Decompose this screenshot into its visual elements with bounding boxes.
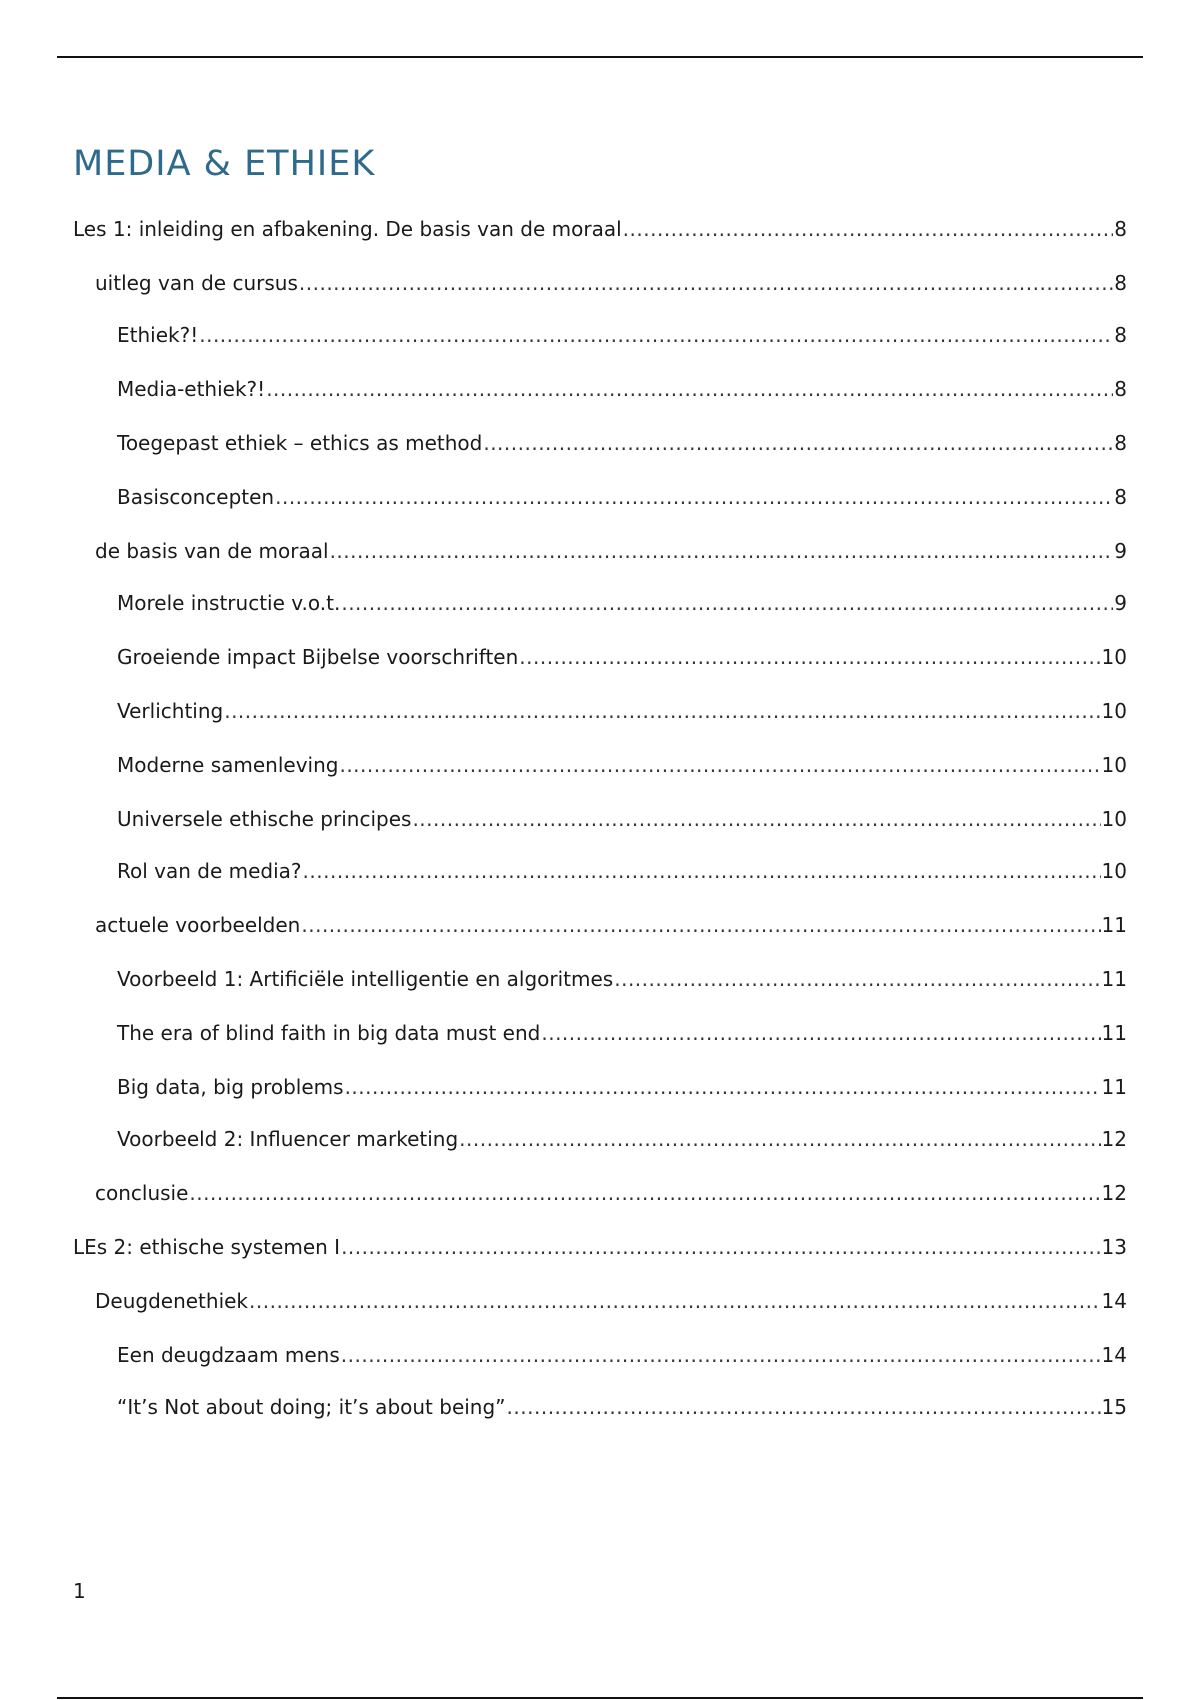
toc-dot-leader	[303, 858, 1101, 884]
toc-entry-page: 8	[1114, 323, 1127, 347]
toc-entry-label: LEs 2: ethische systemen I	[73, 1235, 341, 1259]
toc-entry-page: 12	[1101, 1127, 1127, 1151]
toc-entry[interactable]	[73, 1394, 1127, 1420]
toc-entry-page: 8	[1114, 431, 1127, 455]
toc-dot-leader	[519, 644, 1100, 670]
toc-entry-label: Media-ethiek?!	[117, 377, 266, 401]
toc-dot-leader	[614, 966, 1100, 992]
toc-entry-page: 12	[1101, 1181, 1127, 1205]
toc-dot-leader	[299, 270, 1113, 296]
toc-dot-leader	[249, 1288, 1101, 1314]
toc-entry-page: 14	[1101, 1289, 1127, 1313]
toc-entry[interactable]	[73, 484, 1127, 510]
toc-entry-label: actuele voorbeelden	[95, 913, 301, 937]
toc-entry[interactable]	[73, 538, 1127, 564]
toc-entry[interactable]	[73, 430, 1127, 456]
toc-entry-page: 10	[1101, 753, 1127, 777]
toc-entry-label: Groeiende impact Bijbelse voorschriften	[117, 645, 519, 669]
toc-dot-leader	[345, 1074, 1101, 1100]
toc-entry-page: 11	[1101, 1021, 1127, 1045]
toc-dot-leader	[623, 216, 1114, 242]
toc-entry[interactable]	[73, 322, 1127, 348]
toc-entry-page: 10	[1101, 699, 1127, 723]
toc-entry[interactable]	[73, 1126, 1127, 1152]
toc-entry[interactable]	[73, 590, 1127, 616]
toc-entry-page: 10	[1101, 807, 1127, 831]
toc-entry[interactable]	[73, 698, 1127, 724]
toc-entry-label: Les 1: inleiding en afbakening. De basis van de moraal	[73, 217, 622, 241]
toc-entry[interactable]	[73, 644, 1127, 670]
toc-entry[interactable]	[73, 1342, 1127, 1368]
toc-entry-label: Verlichting	[117, 699, 224, 723]
toc-entry-label: Morele instructie v.o.t.	[117, 591, 341, 615]
toc-entry-page: 9	[1114, 591, 1127, 615]
toc-entry[interactable]	[73, 376, 1127, 402]
toc-dot-leader	[266, 376, 1113, 402]
toc-dot-leader	[301, 912, 1100, 938]
toc-entry[interactable]	[73, 216, 1127, 242]
toc-entry[interactable]	[73, 270, 1127, 296]
toc-entry-label: Ethiek?!	[117, 323, 199, 347]
toc-entry-page: 13	[1101, 1235, 1127, 1259]
toc-entry[interactable]	[73, 1234, 1127, 1260]
toc-entry-label: de basis van de moraal	[95, 539, 329, 563]
document-title: MEDIA & ETHIEK	[73, 144, 376, 184]
toc-dot-leader	[507, 1394, 1101, 1420]
toc-dot-leader	[339, 752, 1100, 778]
toc-entry-label: Rol van de media?	[117, 859, 302, 883]
toc-dot-leader	[541, 1020, 1100, 1046]
toc-entry-label: Universele ethische principes	[117, 807, 412, 831]
toc-entry-page: 8	[1114, 485, 1127, 509]
toc-dot-leader	[189, 1180, 1100, 1206]
toc-entry[interactable]	[73, 1074, 1127, 1100]
toc-entry[interactable]	[73, 912, 1127, 938]
toc-entry[interactable]	[73, 1180, 1127, 1206]
toc-entry-page: 9	[1114, 539, 1127, 563]
toc-dot-leader	[330, 538, 1114, 564]
toc-dot-leader	[341, 1342, 1101, 1368]
toc-entry-label: Voorbeeld 1: Artificiële intelligentie en algoritmes	[117, 967, 614, 991]
toc-entry-label: Voorbeeld 2: Influencer marketing	[117, 1127, 459, 1151]
toc-entry-page: 11	[1101, 913, 1127, 937]
footer-rule	[57, 1697, 1143, 1699]
toc-dot-leader	[341, 590, 1113, 616]
toc-entry-label: Deugdenethiek	[95, 1289, 249, 1313]
toc-entry-label: Toegepast ethiek – ethics as method	[117, 431, 483, 455]
toc-entry[interactable]	[73, 966, 1127, 992]
toc-dot-leader	[483, 430, 1113, 456]
toc-entry[interactable]	[73, 752, 1127, 778]
page-number: 1	[73, 1579, 86, 1603]
toc-dot-leader	[224, 698, 1100, 724]
toc-entry-page: 14	[1101, 1343, 1127, 1367]
toc-entry-page: 10	[1101, 859, 1127, 883]
toc-entry-label: conclusie	[95, 1181, 189, 1205]
toc-entry-page: 11	[1101, 1075, 1127, 1099]
toc-dot-leader	[341, 1234, 1100, 1260]
header-rule	[57, 56, 1143, 58]
toc-entry-page: 15	[1101, 1395, 1127, 1419]
toc-dot-leader	[275, 484, 1113, 510]
toc-entry-label: “It’s Not about doing; it’s about being”	[117, 1395, 506, 1419]
toc-dot-leader	[459, 1126, 1100, 1152]
toc-dot-leader	[412, 806, 1100, 832]
toc-entry-page: 8	[1114, 217, 1127, 241]
toc-entry-label: uitleg van de cursus	[95, 271, 298, 295]
toc-entry-label: Een deugdzaam mens	[117, 1343, 340, 1367]
toc-entry[interactable]	[73, 1020, 1127, 1046]
toc-entry-page: 11	[1101, 967, 1127, 991]
toc-entry[interactable]	[73, 1288, 1127, 1314]
toc-entry[interactable]	[73, 858, 1127, 884]
toc-entry-page: 8	[1114, 271, 1127, 295]
toc-entry-page: 10	[1101, 645, 1127, 669]
toc-entry[interactable]	[73, 806, 1127, 832]
toc-entry-label: Big data, big problems	[117, 1075, 344, 1099]
toc-dot-leader	[199, 322, 1113, 348]
toc-entry-label: Moderne samenleving	[117, 753, 339, 777]
toc-entry-page: 8	[1114, 377, 1127, 401]
toc-entry-label: Basisconcepten	[117, 485, 275, 509]
toc-entry-label: The era of blind faith in big data must end	[117, 1021, 541, 1045]
